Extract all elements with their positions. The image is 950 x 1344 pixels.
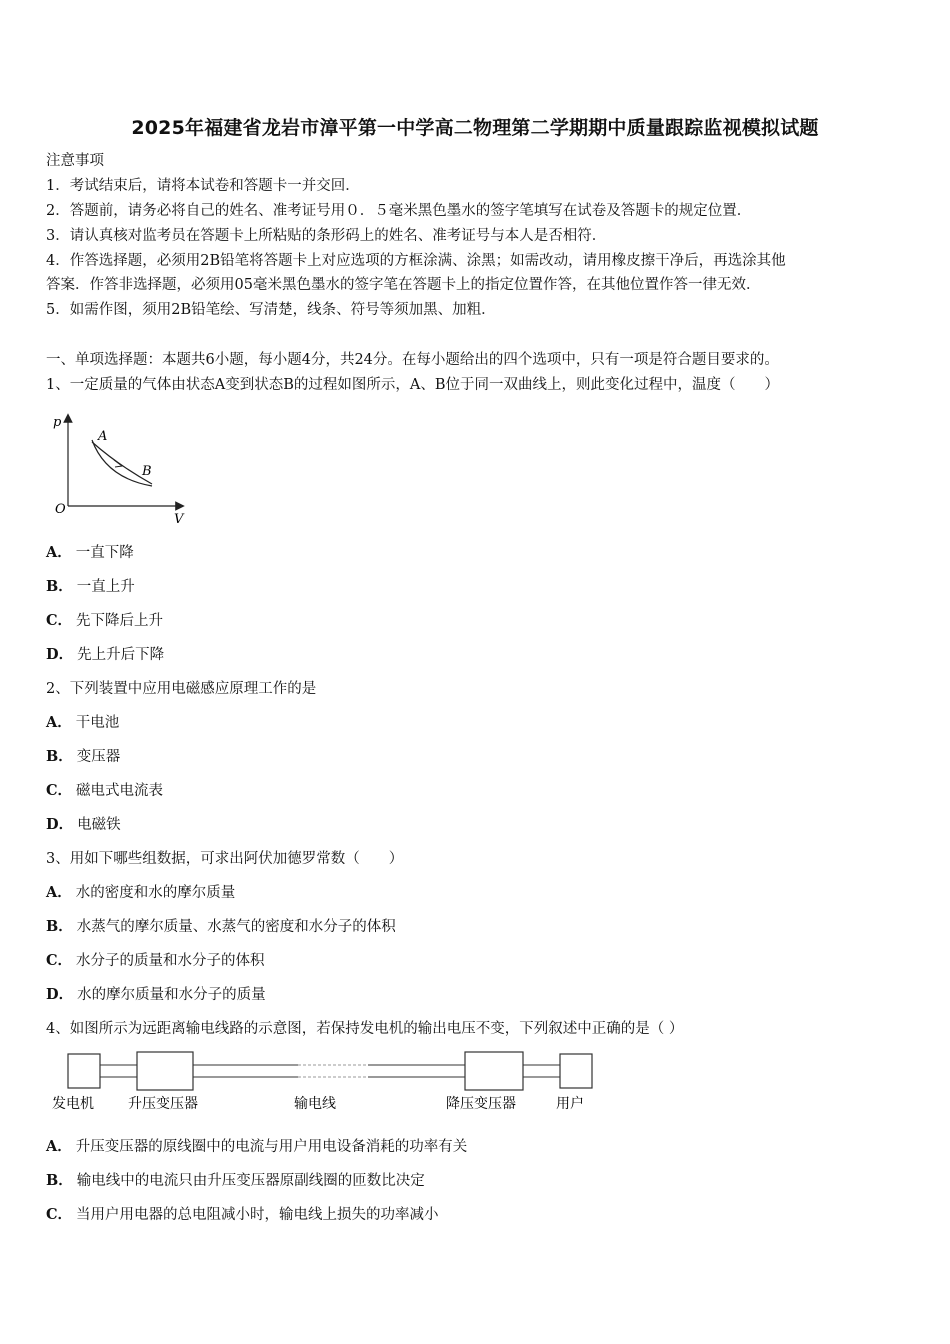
step-down-transformer-box	[465, 1052, 523, 1090]
question-3-stem: 3、用如下哪些组数据，可求出阿伏加德罗常数（ ）	[46, 851, 404, 867]
option-c: C． 当用户用电器的总电阻减小时，输电线上损失的功率减小	[46, 1206, 439, 1223]
option-a: A． 水的密度和水的摩尔质量	[46, 884, 236, 901]
option-c: C． 磁电式电流表	[46, 782, 164, 799]
origin-label: O	[55, 502, 66, 517]
point-a-label: A	[98, 429, 108, 444]
generator-label: 发电机	[52, 1096, 94, 1112]
v-axis-label: V	[174, 512, 184, 527]
page-title: 2025年福建省龙岩市漳平第一中学高二物理第二学期期中质量跟踪监视模拟试题	[131, 117, 819, 139]
point-b-label: B	[142, 464, 152, 479]
option-b: B． 水蒸气的摩尔质量、水蒸气的密度和水分子的体积	[46, 918, 396, 935]
question-1-stem: 1、一定质量的气体由状态A变到状态B的过程如图所示，A、B位于同一双曲线上，则此变化过程中，温度（ ）	[46, 377, 779, 393]
option-a: A． 干电池	[46, 714, 120, 731]
user-label: 用户	[556, 1096, 584, 1112]
user-box	[560, 1054, 592, 1088]
notice-item: 1．考试结束后，请将本试卷和答题卡一并交回．	[46, 178, 360, 194]
step-up-label: 升压变压器	[128, 1096, 198, 1112]
option-b: B． 一直上升	[46, 578, 135, 595]
option-b: B． 变压器	[46, 748, 121, 765]
direction-arrow-icon	[114, 460, 122, 467]
question-4-stem: 4、如图所示为远距离输电线路的示意图，若保持发电机的输出电压不变，下列叙述中正确的是（ ）	[46, 1021, 684, 1037]
step-up-transformer-box	[137, 1052, 193, 1090]
transmission-diagram	[48, 1050, 608, 1116]
option-c: C． 先下降后上升	[46, 612, 164, 629]
pv-graph	[48, 410, 188, 530]
section-heading: 一、单项选择题：本题共6小题，每小题4分，共24分。在每小题给出的四个选项中，只有一项是符合题目要求的。	[46, 352, 779, 368]
option-a: A． 升压变压器的原线圈中的电流与用户用电设备消耗的功率有关	[46, 1138, 468, 1155]
question-2-stem: 2、下列装置中应用电磁感应原理工作的是	[46, 681, 317, 697]
power-line-label: 输电线	[294, 1096, 336, 1112]
notice-item: 4．作答选择题，必须用2B铅笔将答题卡上对应选项的方框涂满、涂黑；如需改动，请用橡皮擦干净后，再选涂其他	[46, 253, 786, 269]
generator-box	[68, 1054, 100, 1088]
step-down-label: 降压变压器	[446, 1096, 516, 1112]
option-d: D． 先上升后下降	[46, 646, 165, 663]
option-d: D． 电磁铁	[46, 816, 121, 833]
notice-item: 答案．作答非选择题，必须用05毫米黑色墨水的签字笔在答题卡上的指定位置作答，在其他位置作答一律无效．	[46, 277, 761, 293]
option-a: A． 一直下降	[46, 544, 134, 561]
option-b: B． 输电线中的电流只由升压变压器原副线圈的匝数比决定	[46, 1172, 425, 1189]
notice-item: 2．答题前，请务必将自己的姓名、准考证号用０．５毫米黑色墨水的签字笔填写在试卷及答题卡的规定位置．	[46, 203, 752, 219]
notice-heading: 注意事项	[46, 153, 104, 169]
option-c: C． 水分子的质量和水分子的体积	[46, 952, 265, 969]
p-axis-label: p	[53, 415, 62, 430]
option-d: D． 水的摩尔质量和水分子的质量	[46, 986, 266, 1003]
notice-item: 3．请认真核对监考员在答题卡上所粘贴的条形码上的姓名、准考证号与本人是否相符．	[46, 228, 607, 244]
notice-item: 5．如需作图，须用2B铅笔绘、写清楚，线条、符号等须加黑、加粗．	[46, 302, 496, 318]
